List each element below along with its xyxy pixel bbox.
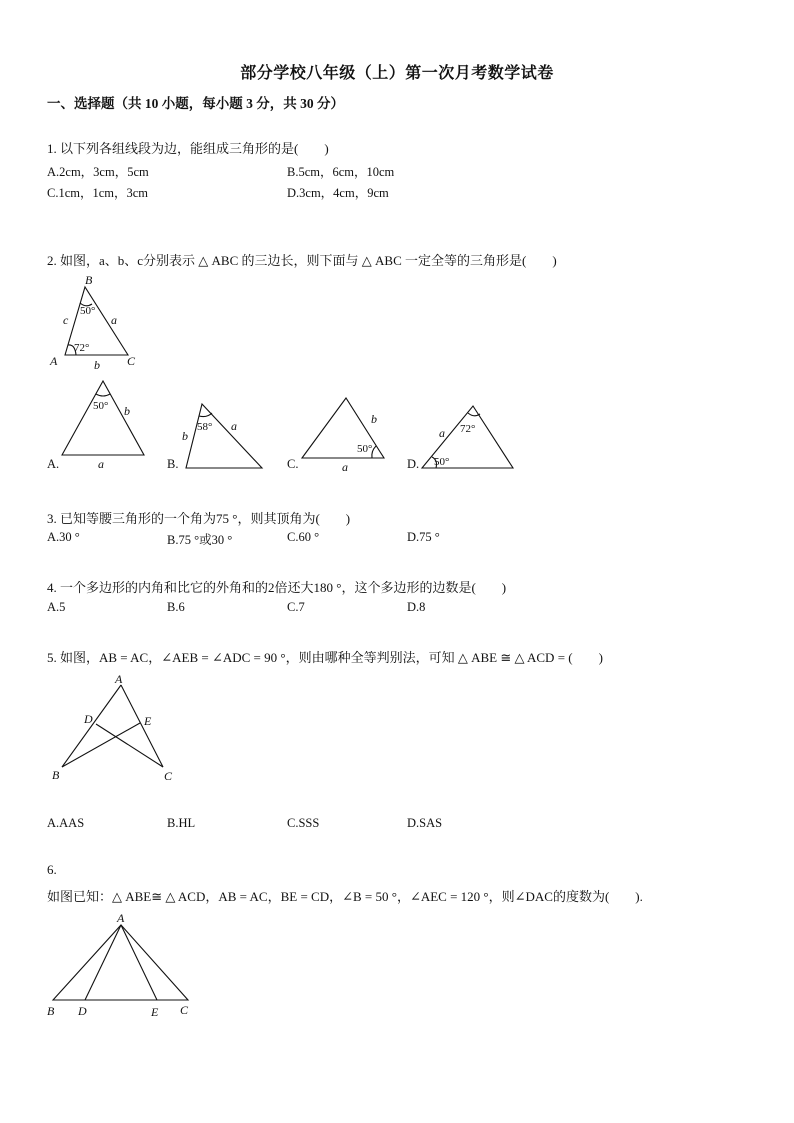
q3-option-a: A.30 ° — [47, 530, 80, 544]
question-2-stem: 2. 如图，a、b、c分别表示 △ ABC 的三边长，则下面与 △ ABC 一定全等的三角形是( ) — [47, 253, 557, 268]
question-6-number: 6. — [47, 862, 57, 877]
option-a-angle: 50° — [93, 400, 109, 412]
q5-option-b: B.HL — [167, 816, 196, 830]
q5-option-d: D.SAS — [407, 816, 443, 830]
q1-option-d: D.3cm，4cm，9cm — [287, 186, 389, 200]
option-b-side-b: b — [182, 429, 188, 443]
q6-line-ae — [121, 925, 157, 1000]
question-5-stem: 5. 如图，AB = AC，∠AEB = ∠ADC = 90 °，则由哪种全等判别法，可知 △ ABE ≅ △ ACD = ( ) — [47, 650, 603, 665]
label-angle-b: 50° — [80, 305, 96, 317]
option-d-angle-72: 72° — [460, 423, 476, 435]
q2-option-a-label: A. — [47, 457, 60, 471]
section-heading: 一、选择题（共 10 小题，每小题 3 分，共 30 分） — [47, 96, 344, 111]
q6-label-d: D — [78, 1004, 87, 1018]
q3-option-c: C.60 ° — [287, 530, 320, 544]
label-vertex-a: A — [50, 354, 58, 368]
option-a-side-b: b — [124, 404, 130, 418]
question-1-stem: 1. 以下列各组线段为边，能组成三角形的是( ) — [47, 141, 329, 156]
q5-option-c: C.SSS — [287, 816, 320, 830]
label-side-a: a — [111, 313, 117, 327]
q6-line-ad — [85, 925, 121, 1000]
q4-option-a: A.5 — [47, 600, 66, 614]
q3-option-b: B.75 °或30 ° — [167, 533, 233, 547]
page-title: 部分学校八年级（上）第一次月考数学试卷 — [240, 65, 554, 82]
q4-option-c: C.7 — [287, 600, 305, 614]
q5-label-a: A — [115, 672, 123, 686]
question-3-stem: 3. 已知等腰三角形的一个角为75 °，则其顶角为( ) — [47, 511, 351, 526]
q1-option-c: C.1cm，1cm，3cm — [47, 186, 149, 200]
q2-option-b-label: B. — [167, 457, 179, 471]
q6-label-b: B — [47, 1004, 55, 1018]
question-4-stem: 4. 一个多边形的内角和比它的外角和的2倍还大180 °，这个多边形的边数是( ) — [47, 580, 507, 595]
option-c-side-b: b — [371, 412, 377, 426]
q6-label-a: A — [117, 911, 125, 925]
q5-option-a: A.AAS — [47, 816, 85, 830]
q4-option-b: B.6 — [167, 600, 185, 614]
q4-option-d: D.8 — [407, 600, 426, 614]
option-b-angle: 58° — [197, 421, 213, 433]
q6-label-e: E — [151, 1005, 159, 1019]
label-vertex-b: B — [85, 273, 93, 287]
label-side-c: c — [63, 313, 69, 327]
q1-option-a: A.2cm，3cm，5cm — [47, 165, 149, 179]
q2-option-d-label: D. — [407, 457, 420, 471]
option-d-angle-50: 50° — [434, 456, 450, 468]
option-b-side-a: a — [231, 419, 237, 433]
option-a-side-a: a — [98, 457, 104, 471]
q1-option-b: B.5cm，6cm，10cm — [287, 165, 395, 179]
q6-triangle-abc — [53, 925, 188, 1000]
q2-option-c-label: C. — [287, 457, 299, 471]
q3-option-d: D.75 ° — [407, 530, 440, 544]
q5-label-e: E — [144, 714, 152, 728]
option-d-side-a: a — [439, 426, 445, 440]
q5-label-c: C — [164, 769, 173, 783]
q6-label-c: C — [180, 1003, 189, 1017]
option-c-angle: 50° — [357, 443, 373, 455]
label-vertex-c: C — [127, 354, 136, 368]
label-angle-a: 72° — [74, 342, 90, 354]
question-6-stem: 如图已知：△ ABE≅ △ ACD，AB = AC，BE = CD，∠B = 50 °，∠AEC = 120 °，则∠DAC的度数为( ). — [47, 889, 643, 904]
label-side-b: b — [94, 358, 100, 372]
option-c-side-a: a — [342, 460, 348, 474]
q5-label-d: D — [84, 712, 93, 726]
q5-label-b: B — [52, 768, 60, 782]
